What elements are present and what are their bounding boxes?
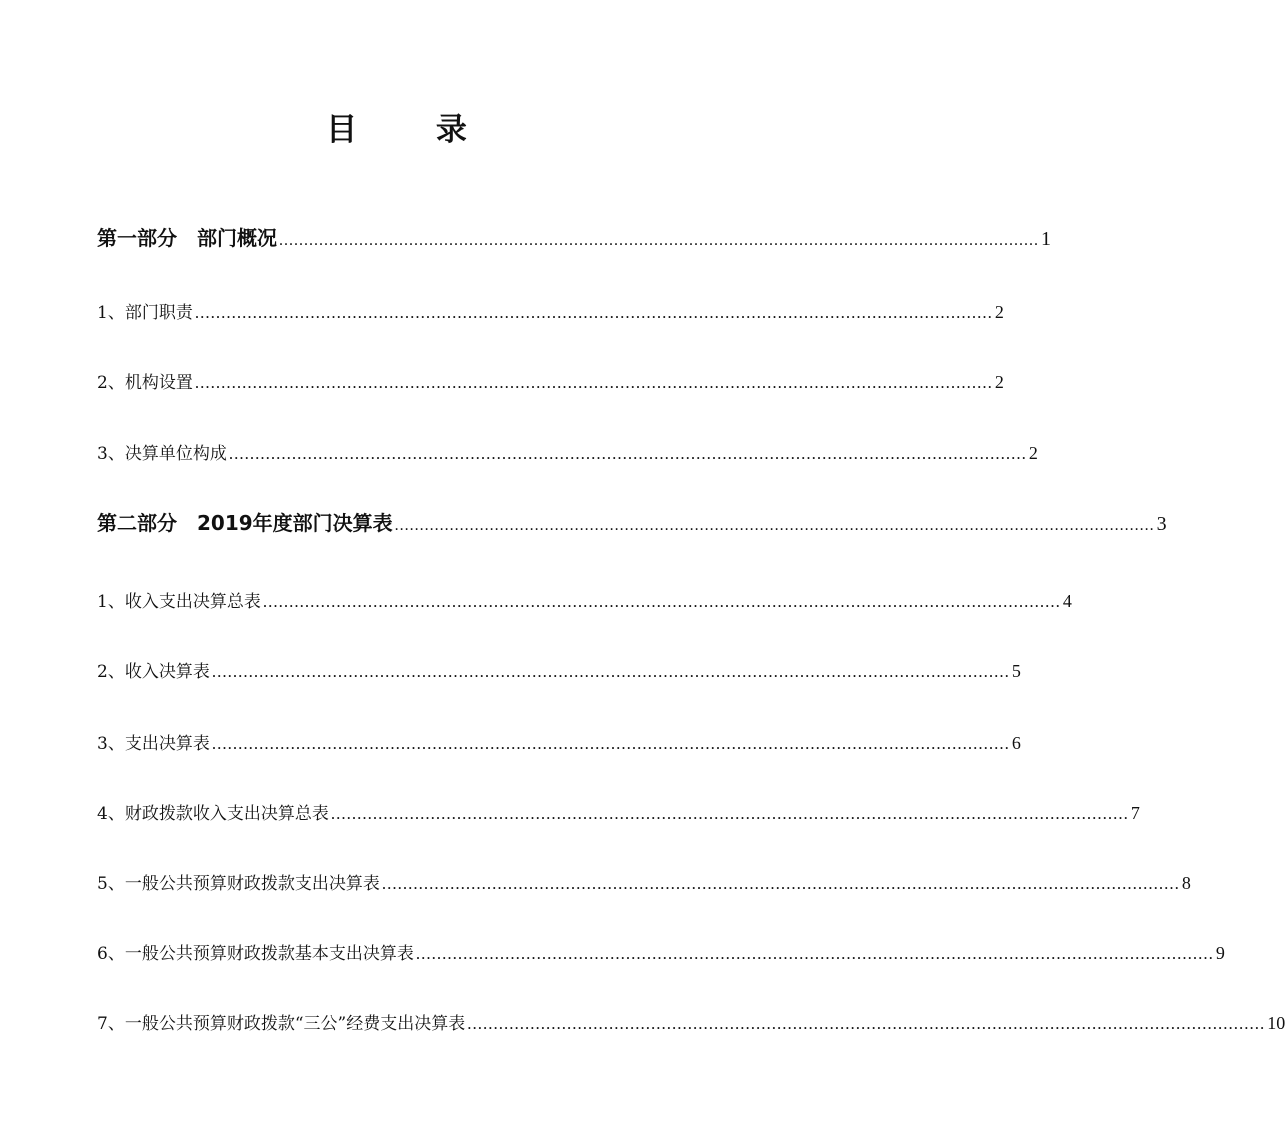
dot-leader: ........................................................................................................................................................ (194, 373, 993, 392)
toc-entry-label: 4、财政拨款收入支出决算总表 (97, 804, 329, 824)
toc-entry-page-number: 2 (994, 302, 1004, 322)
toc-entry-label: 第一部分 部门概况 (97, 226, 277, 250)
toc-entry-composition[interactable] (97, 440, 1038, 467)
page-title: 目 录 (326, 112, 501, 148)
toc-entry-label: 1、收入支出决算总表 (97, 592, 261, 612)
toc-entry-page-number: 3 (1156, 513, 1167, 535)
toc-entry-page-number: 2 (1028, 443, 1038, 463)
dot-leader: ........................................................................................................................................................ (279, 232, 1039, 249)
dot-leader: ........................................................................................................................................................ (211, 662, 1010, 681)
toc-entry-table-2[interactable] (97, 658, 1021, 685)
dot-leader: ........................................................................................................................................................ (330, 804, 1129, 823)
dot-leader: ........................................................................................................................................................ (211, 734, 1010, 753)
dot-leader: ........................................................................................................................................................ (228, 444, 1027, 463)
toc-entry-label: 5、一般公共预算财政拨款支出决算表 (97, 874, 380, 894)
dot-leader: ........................................................................................................................................................ (262, 592, 1061, 611)
toc-entry-page-number: 9 (1215, 943, 1225, 963)
toc-entry-table-5[interactable] (97, 870, 1191, 897)
toc-entry-part-2[interactable] (97, 509, 1167, 540)
dot-leader: ........................................................................................................................................................ (381, 874, 1180, 893)
toc-entry-page-number: 7 (1130, 803, 1140, 823)
toc-entry-part-1[interactable] (97, 224, 1051, 255)
dot-leader: ........................................................................................................................................................ (467, 1014, 1266, 1033)
dot-leader: ........................................................................................................................................................ (194, 303, 993, 322)
toc-entry-label: 1、部门职责 (97, 303, 193, 323)
toc-entry-page-number: 2 (994, 372, 1004, 392)
toc-entry-label: 3、决算单位构成 (97, 444, 227, 464)
toc-entry-page-number: 1 (1041, 228, 1051, 250)
dot-leader: ........................................................................................................................................................ (394, 517, 1155, 534)
toc-entry-table-6[interactable] (97, 940, 1225, 967)
toc-entry-table-7[interactable] (97, 1010, 1285, 1037)
toc-entry-page-number: 8 (1181, 873, 1191, 893)
toc-entry-page-number: 6 (1011, 733, 1021, 753)
toc-entry-organization[interactable] (97, 369, 1004, 396)
toc-entry-page-number: 10 (1267, 1013, 1285, 1033)
toc-entry-table-4[interactable] (97, 800, 1140, 827)
dot-leader: ........................................................................................................................................................ (415, 944, 1214, 963)
toc-entry-table-1[interactable] (97, 588, 1072, 615)
toc-entry-label: 第二部分 2019年度部门决算表 (97, 511, 393, 535)
toc-entry-table-3[interactable] (97, 730, 1021, 757)
toc-entry-label: 2、机构设置 (97, 373, 193, 393)
toc-entry-label: 7、一般公共预算财政拨款“三公”经费支出决算表 (97, 1014, 466, 1034)
toc-entry-label: 3、支出决算表 (97, 734, 210, 754)
toc-entry-label: 6、一般公共预算财政拨款基本支出决算表 (97, 944, 414, 964)
toc-entry-page-number: 4 (1062, 591, 1072, 611)
toc-entry-responsibilities[interactable] (97, 299, 1004, 326)
toc-entry-page-number: 5 (1011, 661, 1021, 681)
toc-entry-label: 2、收入决算表 (97, 662, 210, 682)
